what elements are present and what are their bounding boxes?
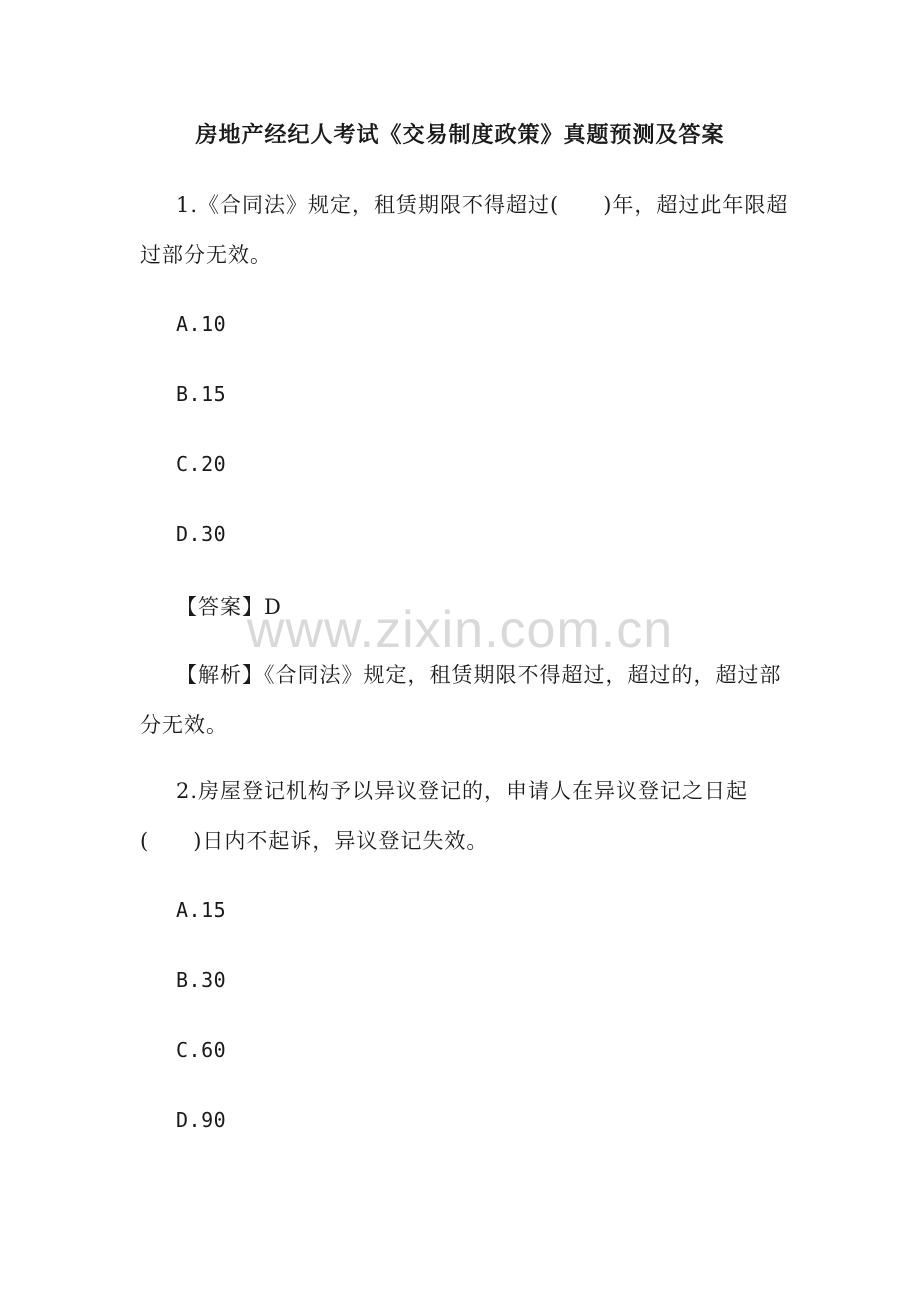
question-1-option-c: C.20 bbox=[176, 452, 227, 476]
watermark: www.zixin.com.cn bbox=[246, 601, 674, 659]
question-1-option-d: D.30 bbox=[176, 522, 227, 546]
question-1-option-a: A.10 bbox=[176, 312, 227, 336]
question-1-answer: 【答案】D bbox=[176, 595, 282, 619]
question-2-option-c: C.60 bbox=[176, 1038, 227, 1062]
question-1-stem: 1.《合同法》规定，租赁期限不得超过( )年，超过此年限超过部分无效。 bbox=[140, 193, 789, 267]
question-2-option-a: A.15 bbox=[176, 898, 227, 922]
question-2-stem: 2.房屋登记机构予以异议登记的，申请人在异议登记之日起( )日内不起诉，异议登记失效。 bbox=[140, 779, 749, 853]
question-1-option-b: B.15 bbox=[176, 382, 227, 406]
page-title: 房地产经纪人考试《交易制度政策》真题预测及答案 bbox=[195, 122, 725, 148]
question-2-option-b: B.30 bbox=[176, 968, 227, 992]
question-1-analysis: 【解析】《合同法》规定，租赁期限不得超过，超过的，超过部分无效。 bbox=[140, 663, 782, 737]
question-2-option-d: D.90 bbox=[176, 1108, 227, 1132]
